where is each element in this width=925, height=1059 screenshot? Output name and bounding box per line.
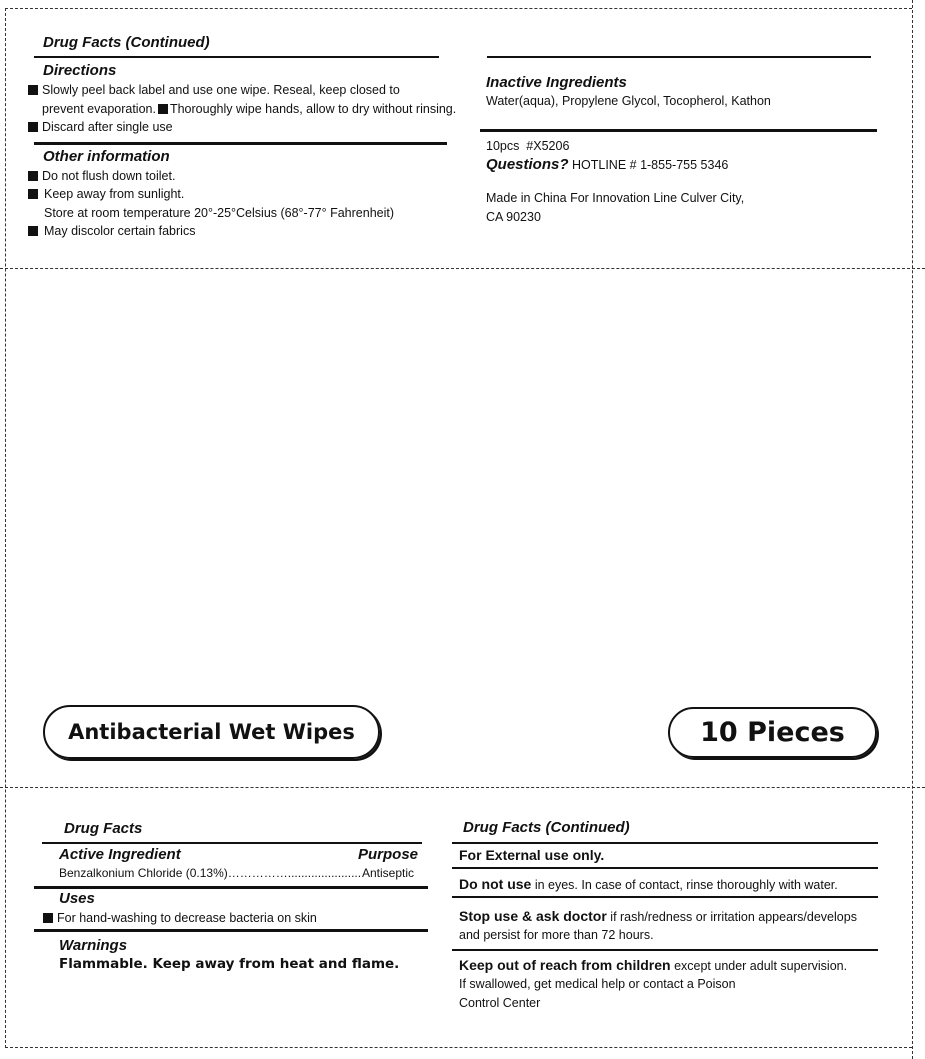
inactive-heading: Inactive Ingredients bbox=[486, 74, 627, 91]
directions-heading: Directions bbox=[43, 62, 117, 79]
divider bbox=[452, 842, 878, 844]
do-not-use: Do not use in eyes. In case of contact, rinse thoroughly with water. bbox=[459, 876, 838, 892]
warnings-heading: Warnings bbox=[59, 937, 128, 954]
bullet-icon bbox=[158, 104, 168, 114]
divider bbox=[34, 886, 428, 889]
section-title: Drug Facts bbox=[64, 820, 143, 837]
divider bbox=[487, 56, 871, 58]
other-info-heading: Other information bbox=[43, 148, 170, 165]
divider bbox=[452, 949, 878, 951]
direction-item: prevent evaporation. Thoroughly wipe hands, allow to dry without rinsing. bbox=[42, 102, 457, 116]
divider bbox=[34, 142, 447, 145]
other-info-item: Store at room temperature 20°-25°Celsius (68°-77° Fahrenheit) bbox=[44, 206, 395, 220]
bullet-icon bbox=[28, 85, 38, 95]
bullet-icon bbox=[43, 913, 53, 923]
divider bbox=[452, 867, 878, 869]
warning-text: Flammable. Keep away from heat and flame. bbox=[59, 956, 400, 972]
made-in: Made in China For Innovation Line Culver City, bbox=[486, 191, 745, 205]
bullet-icon bbox=[28, 171, 38, 181]
active-ingredient-heading: Active Ingredient bbox=[59, 846, 181, 863]
section-title: Drug Facts (Continued) bbox=[463, 819, 630, 836]
section-title: Drug Facts (Continued) bbox=[43, 34, 210, 51]
stop-use-cont: and persist for more than 72 hours. bbox=[459, 928, 654, 942]
purpose: Antiseptic bbox=[362, 866, 415, 880]
keep-out-of-reach: Keep out of reach from children except under adult supervision. bbox=[459, 957, 848, 973]
cut-line-left bbox=[5, 8, 6, 1048]
cut-line bbox=[0, 268, 925, 269]
bullet-icon bbox=[28, 189, 38, 199]
bullet-icon bbox=[28, 122, 38, 132]
divider bbox=[452, 896, 878, 898]
uses-heading: Uses bbox=[59, 890, 95, 907]
purpose-heading: Purpose bbox=[358, 846, 419, 863]
piece-count-badge: 10 Pieces bbox=[668, 707, 877, 758]
other-info-item: Do not flush down toilet. bbox=[28, 169, 175, 184]
uses-item: For hand-washing to decrease bacteria on skin bbox=[43, 911, 317, 926]
divider bbox=[34, 929, 428, 932]
cut-line-bottom bbox=[5, 1047, 912, 1048]
cut-line bbox=[0, 787, 925, 788]
address: CA 90230 bbox=[486, 210, 541, 224]
divider bbox=[42, 842, 422, 844]
keep-out-cont: If swallowed, get medical help or contact a Poison bbox=[459, 977, 736, 991]
inactive-ingredients: Water(aqua), Propylene Glycol, Tocopherol, Kathon bbox=[486, 94, 771, 108]
divider bbox=[480, 129, 877, 132]
other-info-item: Keep away from sunlight. bbox=[28, 187, 184, 202]
stop-use: Stop use & ask doctor if rash/redness or irritation appears/develops bbox=[459, 908, 857, 924]
bullet-icon bbox=[28, 226, 38, 236]
sku: 10pcs #X5206 bbox=[486, 139, 570, 153]
direction-item: Discard after single use bbox=[28, 120, 173, 135]
active-ingredient: Benzalkonium Chloride (0.13%)……………...................... bbox=[59, 866, 362, 880]
product-name-badge: Antibacterial Wet Wipes bbox=[43, 705, 380, 759]
keep-out-cont: Control Center bbox=[459, 996, 541, 1010]
questions-line: Questions? HOTLINE # 1-855-755 5346 bbox=[486, 156, 729, 173]
external-use: For External use only. bbox=[459, 847, 605, 863]
divider bbox=[34, 56, 439, 58]
direction-item: Slowly peel back label and use one wipe. Reseal, keep closed to bbox=[28, 83, 400, 98]
cut-line-top bbox=[5, 8, 912, 9]
cut-line-right bbox=[912, 0, 913, 1059]
other-info-item: May discolor certain fabrics bbox=[28, 224, 195, 239]
